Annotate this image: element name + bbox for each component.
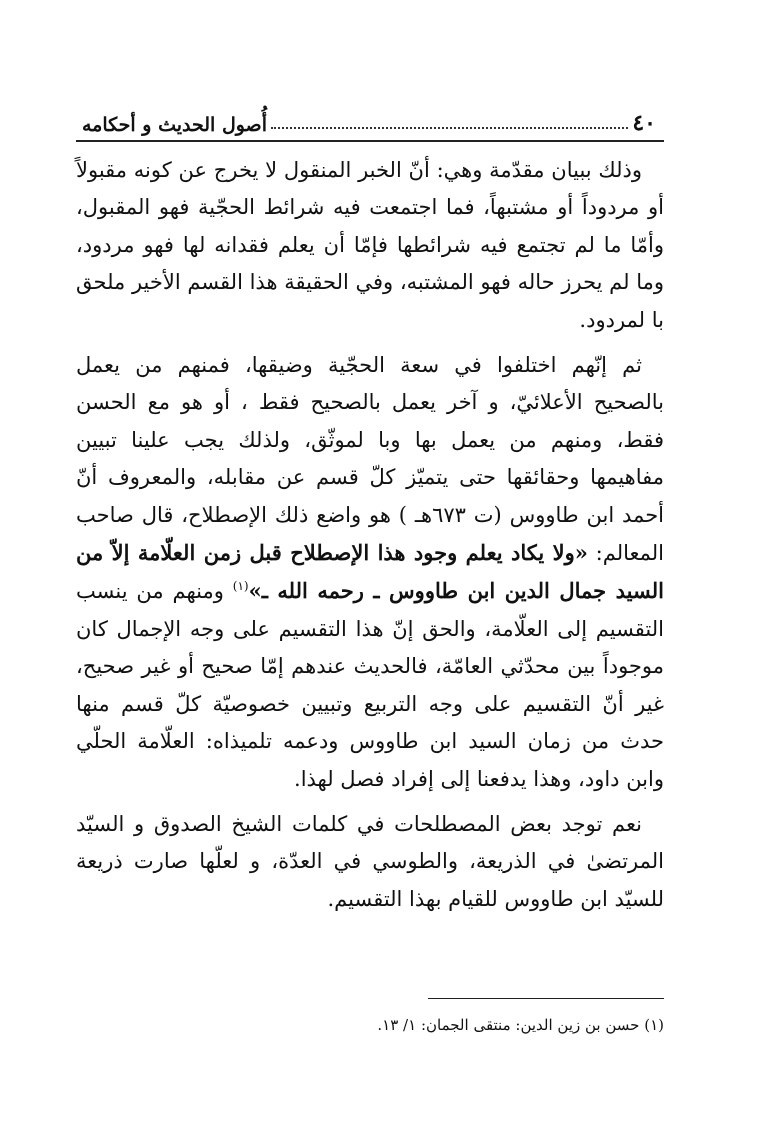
leader-dots xyxy=(271,126,628,129)
page-number: ٤٠ xyxy=(632,110,656,136)
paragraph-text: ومنهم من ينسب التقسيم إلى العلّامة، والحق إنّ هذا التقسيم على وجه الإجمال كان موجوداً بين محدّثي العامّة، فالحديث عندهم إمّا صحيح أو غير صحيح، غير أنّ التقسيم على وجه التربيع وتبيين خصوصيّة كلّ قسم منها حدث من زمان السيد ابن طاووس ودعمه تلميذاه: العلّامة الحلّي وابن داود، وهذا يدفعنا إلى إفراد فصل لهذا. xyxy=(76,579,664,791)
running-title: أُصول الحديث و أحكامه xyxy=(82,114,267,136)
paragraph: وذلك ببيان مقدّمة وهي: أنّ الخبر المنقول لا يخرج عن كونه مقبولاً أو مردوداً أو مشتبهاً، فما اجتمعت فيه شرائط الحجّية فهو المقبول، وأمّا ما لم تجتمع فيه شرائطها فإمّا أن يعلم فقدانه لها فهو مردود، وما لم يحرز حاله فهو المشتبه، وفي الحقيقة هذا القسم الأخير ملحق با لمردود. xyxy=(76,158,664,332)
header-rule xyxy=(76,140,664,142)
footnote: (١) حسن بن زين الدين: منتقى الجمان: ١/ ١٣. xyxy=(377,1016,664,1034)
running-header xyxy=(76,104,664,136)
paragraph-text: ثم إنّهم اختلفوا في سعة الحجّية وضيقها، فمنهم من يعمل بالصحيح الأعلائيّ، و آخر يعمل بالصحيح فقط ، أو هو مع الحسن فقط، ومنهم من يعمل بها وبا لموثّق، ولذلك يجب علينا تبيين مفاهيمها وحقائقها حتى يتميّز كلّ قسم عن مقابله، والمعروف أنّ أحمد ابن طاووس (ت ٦٧٣هـ ) هو واضع ذلك الإصطلاح، قال صاحب المعالم: xyxy=(76,353,665,566)
quotation: «ولا يكاد يعلم وجود هذا الإصطلاح قبل زمن العلّامة إلاّ من السيد جمال الدين ابن طاووس ـ رحمه الله ـ» xyxy=(76,540,664,604)
paragraph xyxy=(76,347,664,798)
footnote-rule xyxy=(428,998,664,999)
paragraph: نعم توجد بعض المصطلحات في كلمات الشيخ الصدوق و السيّد المرتضىٰ في الذريعة، والطوسي في العدّة، و لعلّها صارت ذريعة للسيّد ابن طاووس للقيام بهذا التقسيم. xyxy=(76,811,664,911)
main-text xyxy=(76,152,664,926)
footnote-marker[interactable]: (١) xyxy=(232,579,249,594)
